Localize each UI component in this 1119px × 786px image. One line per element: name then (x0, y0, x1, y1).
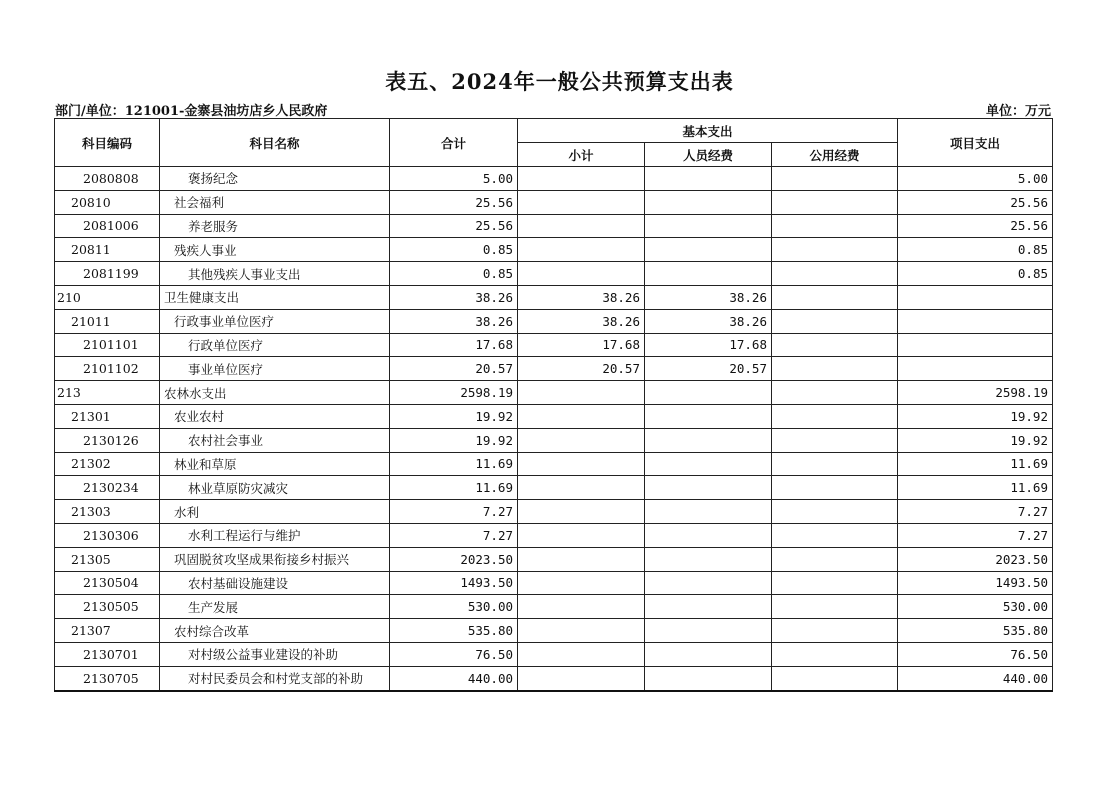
header-public: 公用经费 (772, 143, 898, 167)
cell-personnel (645, 619, 772, 643)
cell-code: 2101101 (55, 333, 160, 357)
table-body (55, 167, 1053, 691)
cell-public (772, 309, 898, 333)
cell-name: 林业和草原 (160, 452, 390, 476)
cell-personnel: 17.68 (645, 333, 772, 357)
header-name: 科目名称 (160, 119, 390, 167)
cell-public (772, 476, 898, 500)
cell-personnel (645, 547, 772, 571)
cell-code: 2130505 (55, 595, 160, 619)
cell-name: 农业农村 (160, 404, 390, 428)
cell-public (772, 619, 898, 643)
cell-personnel (645, 238, 772, 262)
cell-public (772, 642, 898, 666)
cell-code: 2130306 (55, 523, 160, 547)
cell-subtotal (518, 500, 645, 524)
cell-code: 2130126 (55, 428, 160, 452)
cell-subtotal (518, 642, 645, 666)
cell-total: 17.68 (390, 333, 518, 357)
cell-name: 行政单位医疗 (160, 333, 390, 357)
cell-public (772, 523, 898, 547)
table-row (55, 309, 1053, 333)
cell-name: 其他残疾人事业支出 (160, 262, 390, 286)
cell-personnel (645, 642, 772, 666)
cell-personnel (645, 167, 772, 191)
table-row (55, 167, 1053, 191)
cell-code: 21305 (55, 547, 160, 571)
table-row (55, 428, 1053, 452)
cell-total: 0.85 (390, 238, 518, 262)
cell-personnel (645, 190, 772, 214)
cell-public (772, 381, 898, 405)
cell-total: 38.26 (390, 285, 518, 309)
table-row (55, 476, 1053, 500)
header-total: 合计 (390, 119, 518, 167)
cell-name: 农村基础设施建设 (160, 571, 390, 595)
cell-public (772, 571, 898, 595)
table-row (55, 666, 1053, 690)
table-row (55, 571, 1053, 595)
cell-personnel (645, 571, 772, 595)
cell-project: 11.69 (898, 452, 1053, 476)
cell-subtotal (518, 262, 645, 286)
cell-name: 生产发展 (160, 595, 390, 619)
table-row (55, 190, 1053, 214)
cell-project: 11.69 (898, 476, 1053, 500)
cell-name: 水利工程运行与维护 (160, 523, 390, 547)
cell-name: 水利 (160, 500, 390, 524)
department-label: 部门/单位：121001-金寨县油坊店乡人民政府 (55, 104, 328, 119)
cell-total: 7.27 (390, 500, 518, 524)
cell-total: 440.00 (390, 666, 518, 690)
cell-total: 25.56 (390, 190, 518, 214)
cell-code: 20811 (55, 238, 160, 262)
cell-name: 养老服务 (160, 214, 390, 238)
cell-personnel: 20.57 (645, 357, 772, 381)
cell-project: 2598.19 (898, 381, 1053, 405)
cell-public (772, 285, 898, 309)
cell-code: 2130701 (55, 642, 160, 666)
cell-total: 2023.50 (390, 547, 518, 571)
cell-personnel (645, 666, 772, 690)
cell-subtotal: 38.26 (518, 309, 645, 333)
cell-total: 20.57 (390, 357, 518, 381)
table-row (55, 238, 1053, 262)
cell-public (772, 238, 898, 262)
cell-project: 0.85 (898, 262, 1053, 286)
cell-subtotal (518, 381, 645, 405)
cell-project (898, 357, 1053, 381)
cell-name: 对村民委员会和村党支部的补助 (160, 666, 390, 690)
cell-name: 卫生健康支出 (160, 285, 390, 309)
cell-name: 林业草原防灾减灾 (160, 476, 390, 500)
table-row (55, 357, 1053, 381)
cell-public (772, 190, 898, 214)
cell-subtotal (518, 404, 645, 428)
cell-project (898, 309, 1053, 333)
table-row (55, 452, 1053, 476)
cell-public (772, 452, 898, 476)
cell-name: 事业单位医疗 (160, 357, 390, 381)
cell-name: 行政事业单位医疗 (160, 309, 390, 333)
cell-project: 5.00 (898, 167, 1053, 191)
cell-project: 76.50 (898, 642, 1053, 666)
table-row (55, 214, 1053, 238)
cell-total: 38.26 (390, 309, 518, 333)
table-row (55, 642, 1053, 666)
cell-personnel (645, 476, 772, 500)
header-code: 科目编码 (55, 119, 160, 167)
cell-project: 530.00 (898, 595, 1053, 619)
cell-project: 19.92 (898, 428, 1053, 452)
cell-personnel (645, 262, 772, 286)
cell-project: 535.80 (898, 619, 1053, 643)
header-basic: 基本支出 (518, 119, 898, 143)
cell-project: 25.56 (898, 214, 1053, 238)
cell-name: 对村级公益事业建设的补助 (160, 642, 390, 666)
table-row (55, 285, 1053, 309)
budget-table (54, 118, 1053, 692)
cell-total: 1493.50 (390, 571, 518, 595)
cell-personnel (645, 428, 772, 452)
cell-project (898, 333, 1053, 357)
cell-total: 2598.19 (390, 381, 518, 405)
cell-personnel (645, 523, 772, 547)
cell-code: 21307 (55, 619, 160, 643)
cell-name: 残疾人事业 (160, 238, 390, 262)
cell-subtotal (518, 238, 645, 262)
cell-code: 2080808 (55, 167, 160, 191)
cell-code: 2130234 (55, 476, 160, 500)
cell-project: 7.27 (898, 500, 1053, 524)
cell-subtotal (518, 547, 645, 571)
cell-public (772, 547, 898, 571)
header-personnel: 人员经费 (645, 143, 772, 167)
cell-total: 19.92 (390, 404, 518, 428)
cell-total: 535.80 (390, 619, 518, 643)
cell-name: 巩固脱贫攻坚成果衔接乡村振兴 (160, 547, 390, 571)
cell-name: 农林水支出 (160, 381, 390, 405)
cell-code: 21011 (55, 309, 160, 333)
cell-public (772, 333, 898, 357)
cell-total: 19.92 (390, 428, 518, 452)
cell-personnel: 38.26 (645, 285, 772, 309)
cell-subtotal (518, 452, 645, 476)
cell-code: 2130504 (55, 571, 160, 595)
table-row (55, 381, 1053, 405)
cell-project: 7.27 (898, 523, 1053, 547)
cell-subtotal: 17.68 (518, 333, 645, 357)
table-row (55, 619, 1053, 643)
cell-code: 2081199 (55, 262, 160, 286)
cell-name: 农村社会事业 (160, 428, 390, 452)
cell-subtotal (518, 214, 645, 238)
cell-code: 20810 (55, 190, 160, 214)
cell-subtotal: 20.57 (518, 357, 645, 381)
cell-personnel (645, 452, 772, 476)
cell-project: 1493.50 (898, 571, 1053, 595)
cell-public (772, 666, 898, 690)
cell-total: 11.69 (390, 476, 518, 500)
cell-name: 社会福利 (160, 190, 390, 214)
cell-subtotal (518, 190, 645, 214)
page-title: 表五、2024年一般公共预算支出表 (385, 69, 734, 94)
cell-public (772, 428, 898, 452)
cell-code: 21302 (55, 452, 160, 476)
table-row (55, 262, 1053, 286)
cell-code: 2101102 (55, 357, 160, 381)
cell-public (772, 500, 898, 524)
cell-public (772, 595, 898, 619)
cell-subtotal (518, 167, 645, 191)
cell-public (772, 357, 898, 381)
cell-personnel (645, 404, 772, 428)
cell-public (772, 214, 898, 238)
cell-project: 2023.50 (898, 547, 1053, 571)
table-row (55, 547, 1053, 571)
cell-personnel (645, 214, 772, 238)
cell-code: 2130705 (55, 666, 160, 690)
cell-subtotal (518, 476, 645, 500)
cell-total: 25.56 (390, 214, 518, 238)
table-row (55, 523, 1053, 547)
cell-personnel (645, 595, 772, 619)
cell-project: 0.85 (898, 238, 1053, 262)
header-project: 项目支出 (898, 119, 1053, 167)
cell-code: 2081006 (55, 214, 160, 238)
cell-personnel (645, 381, 772, 405)
cell-total: 0.85 (390, 262, 518, 286)
table-row (55, 500, 1053, 524)
cell-subtotal (518, 571, 645, 595)
cell-subtotal (518, 595, 645, 619)
header-subtotal: 小计 (518, 143, 645, 167)
cell-code: 213 (55, 381, 160, 405)
cell-public (772, 404, 898, 428)
cell-public (772, 262, 898, 286)
cell-total: 5.00 (390, 167, 518, 191)
unit-label: 单位：万元 (985, 104, 1051, 119)
cell-name: 褒扬纪念 (160, 167, 390, 191)
table-row (55, 333, 1053, 357)
cell-total: 530.00 (390, 595, 518, 619)
cell-code: 21301 (55, 404, 160, 428)
cell-public (772, 167, 898, 191)
cell-code: 21303 (55, 500, 160, 524)
cell-subtotal (518, 619, 645, 643)
cell-project: 440.00 (898, 666, 1053, 690)
cell-subtotal (518, 523, 645, 547)
cell-name: 农村综合改革 (160, 619, 390, 643)
cell-code: 210 (55, 285, 160, 309)
cell-total: 7.27 (390, 523, 518, 547)
cell-project: 19.92 (898, 404, 1053, 428)
cell-subtotal: 38.26 (518, 285, 645, 309)
cell-personnel: 38.26 (645, 309, 772, 333)
cell-total: 11.69 (390, 452, 518, 476)
table-row (55, 404, 1053, 428)
cell-project (898, 285, 1053, 309)
cell-total: 76.50 (390, 642, 518, 666)
cell-project: 25.56 (898, 190, 1053, 214)
cell-subtotal (518, 666, 645, 690)
cell-subtotal (518, 428, 645, 452)
cell-personnel (645, 500, 772, 524)
table-row (55, 595, 1053, 619)
